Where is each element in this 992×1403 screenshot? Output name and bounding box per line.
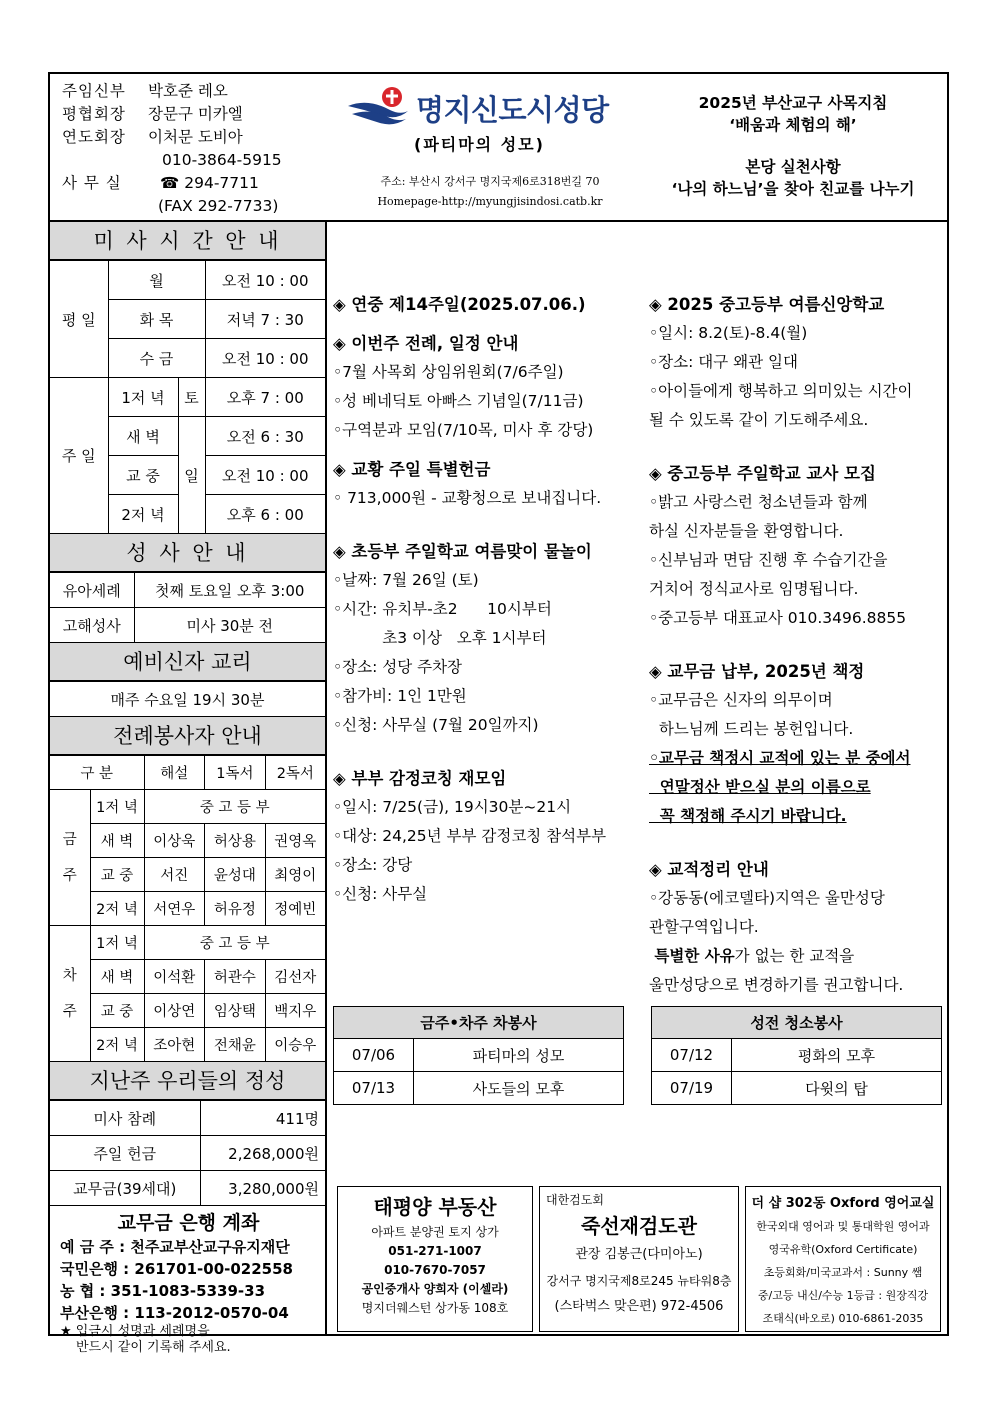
ad-line: (스타벅스 맞은편) 972-4506: [554, 1299, 724, 1314]
church-address: 주소: 부산시 강서구 명지국제6로318번길 70: [380, 175, 600, 188]
list-item: ◦교무금은 신자의 의무이며: [649, 691, 833, 709]
saturday-label: 토: [178, 378, 205, 417]
server-cell: 이상연: [144, 994, 205, 1028]
ad-phone: 051-271-1007: [388, 1244, 482, 1258]
mass-name: 1저 녁: [90, 790, 144, 824]
staff-value: 장문구 미카엘: [148, 105, 243, 123]
motto-line: 본당 실천사항: [745, 158, 841, 176]
motto-line: 2025년 부산교구 사목지침: [698, 94, 888, 112]
mass-day: 수 금: [108, 339, 205, 378]
staff-value: 박호준 레오: [148, 82, 228, 100]
mass-day: 화 목: [108, 300, 205, 339]
bank-line: 예 금 주 : 천주교부산교구유지재단: [60, 1238, 290, 1256]
sunday-label: 주 일: [50, 378, 108, 534]
ad-title: 더 샵 302동 Oxford 영어교실: [751, 1196, 935, 1211]
offering-name: 교무금(39세대): [50, 1171, 200, 1206]
mass-name: 새 벽: [108, 417, 178, 456]
server-cell: 백지우: [265, 994, 325, 1028]
motto-line: ‘나의 하느님’을 찾아 친교를 나누기: [671, 180, 915, 198]
sunday-day-label: 일: [178, 417, 205, 534]
church-subtitle: (파티마의 성모): [414, 135, 545, 154]
section-heading: ◈ 연중 제14주일(2025.07.06.): [333, 295, 586, 314]
cleaning-service-table: [651, 1006, 942, 1105]
table-row: [334, 1039, 624, 1072]
staff-label: 연도회장: [62, 128, 126, 146]
section-heading: ◈ 교황 주일 특별헌금: [333, 460, 491, 479]
table-row: [50, 1136, 325, 1171]
catechumen-table: [50, 681, 325, 717]
ad-line: 아파트 분양권 토지 상가: [371, 1225, 499, 1239]
server-cell: 전채윤: [205, 1028, 266, 1062]
emphasis-line: 꼭 책정해 주시기 바랍니다.: [649, 807, 847, 825]
main-content: [329, 222, 947, 1334]
news-column-1: [333, 290, 633, 909]
list-item: ◦참가비: 1인 1만원: [333, 687, 467, 705]
list-item: [649, 942, 949, 971]
offering-value: 2,268,000원: [200, 1136, 325, 1171]
table-row: [50, 682, 325, 717]
mass-time: 오전 10 : 00: [205, 456, 325, 495]
list-item: ◦시간: 유치부-초2 10시부터: [333, 600, 552, 618]
sacrament-title: 성 사 안 내: [50, 534, 325, 572]
church-name: 명지신도시성당: [416, 93, 609, 127]
ad-title: 죽선재검도관: [581, 1214, 697, 1238]
duty-date: 07/19: [652, 1072, 732, 1105]
bank-note: 반드시 같이 기록해 주세요.: [76, 1340, 231, 1355]
server-cell: 허유정: [205, 892, 266, 926]
column-header: 1독서: [205, 756, 266, 790]
bulletin-frame: [48, 72, 949, 1355]
server-cell: 윤성대: [205, 858, 266, 892]
emphasis-line: 연말정산 받으실 분의 이름으로: [649, 778, 871, 796]
list-item: ◦ 713,000원 - 교황청으로 보내집니다.: [333, 489, 602, 507]
list-item: 관할구역입니다.: [649, 918, 759, 936]
server-cell: 이석환: [144, 960, 205, 994]
staff-row: [62, 172, 282, 195]
list-item: ◦장소: 강당: [333, 856, 413, 874]
list-item: ◦7월 사목회 상임위원회(7/6주일): [333, 363, 564, 381]
mass-name: 새 벽: [90, 960, 144, 994]
duty-name: 사도들의 모후: [414, 1072, 624, 1105]
server-cell: 허상용: [205, 824, 266, 858]
sacrament-name: 유아세례: [50, 573, 134, 608]
this-week-label: 금 주: [50, 790, 90, 926]
list-item: ◦밝고 사랑스런 청소년들과 함께: [649, 493, 868, 511]
server-cell: 정예빈: [265, 892, 325, 926]
staff-row: [62, 126, 282, 149]
duty-date: 07/13: [334, 1072, 414, 1105]
office-phone: ☎ 294-7711: [160, 174, 259, 192]
emphasis-text: 특별한 사유: [649, 947, 735, 965]
table-row: [652, 1007, 942, 1039]
table-row: [50, 1028, 325, 1062]
ad-line: 한국외대 영어과 및 통대학원 영어과: [756, 1220, 930, 1233]
emphasis-line: ◦교무금 책정시 교적에 있는 분 중에서: [649, 749, 911, 767]
ad-line: 조태식(바오로) 010-6861-2035: [762, 1312, 924, 1325]
ad-line: 관장 김봉근(다미아노): [575, 1247, 703, 1262]
ad-english: [745, 1186, 941, 1332]
list-item: ◦일시: 7/25(금), 19시30분~21시: [333, 798, 572, 816]
ad-real-estate: [337, 1186, 533, 1332]
staff-label: 사 무 실: [62, 174, 122, 192]
news-column-2: [649, 290, 949, 1000]
list-item: ◦대상: 24,25년 부부 감정코칭 참석부부: [333, 827, 607, 845]
next-week-label: 차 주: [50, 926, 90, 1062]
offering-table: [50, 1100, 325, 1206]
catechumen-title: 예비신자 교리: [50, 643, 325, 681]
list-item: ◦날짜: 7월 26일 (토): [333, 571, 479, 589]
mass-name: 1저 녁: [108, 378, 178, 417]
table-row: [334, 1007, 624, 1039]
table-row: [50, 926, 325, 960]
ad-line: 명지더웨스턴 상가동 108호: [361, 1301, 509, 1315]
mass-name: 새 벽: [90, 824, 144, 858]
column-header: 2독서: [265, 756, 325, 790]
server-cell: 허관수: [205, 960, 266, 994]
section-heading: ◈ 부부 감정코칭 재모임: [333, 769, 507, 788]
table-row: [50, 892, 325, 926]
ad-line: 영국유학(Oxford Certificate): [768, 1243, 918, 1256]
server-cell: 서진: [144, 858, 205, 892]
staff-row: [62, 80, 282, 103]
mass-table: [50, 260, 325, 534]
table-row: [50, 573, 325, 608]
list-item: 하느님께 드리는 봉헌입니다.: [649, 720, 854, 738]
server-group: 중 고 등 부: [144, 790, 325, 824]
duty-name: 파티마의 성모: [414, 1039, 624, 1072]
bank-line: 부산은행 : 113-2012-0570-04: [60, 1304, 289, 1322]
mass-name: 교 중: [90, 858, 144, 892]
sacrament-time: 미사 30분 전: [134, 608, 325, 643]
server-title: 전례봉사자 안내: [50, 717, 325, 755]
mass-time: 오후 6 : 00: [205, 495, 325, 534]
list-item: 거치어 정식교사로 임명됩니다.: [649, 580, 859, 598]
plain-text: 가 없는 한 교적을: [734, 947, 855, 965]
staff-label: 주임신부: [62, 82, 126, 100]
list-item: ◦장소: 대구 왜관 일대: [649, 353, 798, 371]
list-item: ◦신청: 사무실 (7월 20일까지): [333, 716, 539, 734]
table-row: [50, 994, 325, 1028]
server-group: 중 고 등 부: [144, 926, 325, 960]
column-header: 해설: [144, 756, 205, 790]
table-row: [50, 756, 325, 790]
table-row: [50, 1171, 325, 1206]
server-cell: 이상욱: [144, 824, 205, 858]
mass-title: 미 사 시 간 안 내: [50, 222, 325, 260]
server-cell: 이승우: [265, 1028, 325, 1062]
server-cell: 김선자: [265, 960, 325, 994]
table-title: 성전 청소봉사: [652, 1007, 942, 1039]
ad-kendo: [539, 1186, 739, 1332]
ad-line: 공인중개사 양희자 (이셀라): [361, 1282, 509, 1296]
staff-value: 이처문 도비아: [148, 128, 243, 146]
staff-phone: 010-3864-5915: [162, 151, 282, 169]
table-row: [50, 858, 325, 892]
list-item: ◦강동동(에코델타)지역은 울만성당: [649, 889, 885, 907]
mass-time: 오전 10 : 00: [205, 261, 325, 300]
mass-time: 오전 6 : 30: [205, 417, 325, 456]
section-heading: ◈ 2025 중고등부 여름신앙학교: [649, 295, 885, 314]
table-row: [50, 608, 325, 643]
mass-time: 오전 10 : 00: [205, 339, 325, 378]
section-heading: ◈ 이번주 전례, 일정 안내: [333, 334, 519, 353]
server-cell: 조아현: [144, 1028, 205, 1062]
church-emblem-icon: [346, 84, 410, 128]
list-item: ◦신부님과 면담 진행 후 수습기간을: [649, 551, 888, 569]
car-service-table: [333, 1006, 624, 1105]
left-column: [50, 222, 327, 1355]
duty-date: 07/06: [334, 1039, 414, 1072]
table-row: [652, 1072, 942, 1105]
mass-day: 월: [108, 261, 205, 300]
catechumen-time: 매주 수요일 19시 30분: [50, 682, 325, 717]
sacrament-name: 고해성사: [50, 608, 134, 643]
mass-name: 2저 녁: [90, 1028, 144, 1062]
section-heading: ◈ 초등부 주일학교 여름맞이 물놀이: [333, 542, 592, 561]
list-item: ◦신청: 사무실: [333, 885, 428, 903]
homepage-link[interactable]: Homepage-http://myungjisindosi.catb.kr: [377, 195, 603, 208]
ad-tag: 대한검도회: [546, 1193, 604, 1207]
bank-line: 국민은행 : 261701-00-022558: [60, 1260, 293, 1278]
ad-line: 중/고등 내신/수능 1등급 : 원장직강: [757, 1289, 929, 1302]
sacrament-table: [50, 572, 325, 643]
office-fax: (FAX 292-7733): [158, 197, 279, 215]
mass-time: 저녁 7 : 30: [205, 300, 325, 339]
bank-note: ★ 입금시 성명과 세례명을: [60, 1324, 210, 1339]
list-item: ◦구역분과 모임(7/10목, 미사 후 강당): [333, 421, 594, 439]
sacrament-time: 첫째 토요일 오후 3:00: [134, 573, 325, 608]
staff-label: 평협회장: [62, 105, 126, 123]
list-item: ◦성 베네딕토 아빠스 기념일(7/11금): [333, 392, 584, 410]
table-row: [50, 824, 325, 858]
ad-phone: 010-7670-7057: [384, 1263, 486, 1277]
mass-name: 교 중: [90, 994, 144, 1028]
section-heading: ◈ 중고등부 주일학교 교사 모집: [649, 464, 876, 483]
server-cell: 권영옥: [265, 824, 325, 858]
table-row: [652, 1039, 942, 1072]
bank-line: 농 협 : 351-1083-5339-33: [60, 1282, 266, 1300]
table-row: [50, 1101, 325, 1136]
table-row: [50, 790, 325, 824]
offering-name: 주일 헌금: [50, 1136, 200, 1171]
table-title: 금주•차주 차봉사: [334, 1007, 624, 1039]
bank-accounts: [50, 1206, 325, 1356]
duty-name: 평화의 모후: [732, 1039, 942, 1072]
mass-name: 2저 녁: [90, 892, 144, 926]
list-item: ◦아이들에게 행복하고 의미있는 시간이: [649, 382, 913, 400]
mass-name: 교 중: [108, 456, 178, 495]
table-row: [50, 261, 325, 300]
list-item: ◦중고등부 대표교사 010.3496.8855: [649, 609, 907, 627]
address-block: [350, 172, 630, 212]
list-item: 울만성당으로 변경하기를 권고합니다.: [649, 976, 904, 994]
table-row: [334, 1072, 624, 1105]
ad-line: 강서구 명지국제8로245 뉴타워8층: [546, 1274, 732, 1288]
bank-title: 교무금 은행 계좌: [117, 1212, 260, 1234]
ad-line: 초등회화/미국교과서 : Sunny 쌤: [763, 1266, 923, 1279]
list-item: ◦장소: 성당 주차장: [333, 658, 463, 676]
duty-name: 다윗의 탑: [732, 1072, 942, 1105]
table-row: [50, 960, 325, 994]
header: [50, 74, 947, 222]
server-cell: 서연우: [144, 892, 205, 926]
section-heading: ◈ 교무금 납부, 2025년 책정: [649, 662, 865, 681]
mass-name: 2저 녁: [108, 495, 178, 534]
offering-name: 미사 참례: [50, 1101, 200, 1136]
list-item: 될 수 있도록 같이 기도해주세요.: [649, 411, 869, 429]
ad-title: 태평양 부동산: [373, 1195, 497, 1219]
offering-title: 지난주 우리들의 정성: [50, 1062, 325, 1100]
offering-value: 3,280,000원: [200, 1171, 325, 1206]
staff-list: [62, 80, 282, 218]
server-table: [50, 755, 325, 1062]
server-cell: 임상택: [205, 994, 266, 1028]
table-row: [50, 378, 325, 417]
list-item: 하실 신자분들을 환영합니다.: [649, 522, 844, 540]
mass-name: 1저 녁: [90, 926, 144, 960]
column-header: 구 분: [50, 756, 144, 790]
section-heading: ◈ 교적정리 안내: [649, 860, 769, 879]
staff-row: [62, 103, 282, 126]
list-item: 초3 이상 오후 1시부터: [333, 629, 547, 647]
server-cell: 최영이: [265, 858, 325, 892]
motto-line: ‘배움과 체험의 해’: [729, 116, 857, 134]
weekday-label: 평 일: [50, 261, 108, 378]
duty-date: 07/12: [652, 1039, 732, 1072]
mass-time: 오후 7 : 00: [205, 378, 325, 417]
offering-value: 411명: [200, 1101, 325, 1136]
pastoral-motto: [638, 92, 948, 200]
list-item: ◦일시: 8.2(토)-8.4(월): [649, 324, 808, 342]
